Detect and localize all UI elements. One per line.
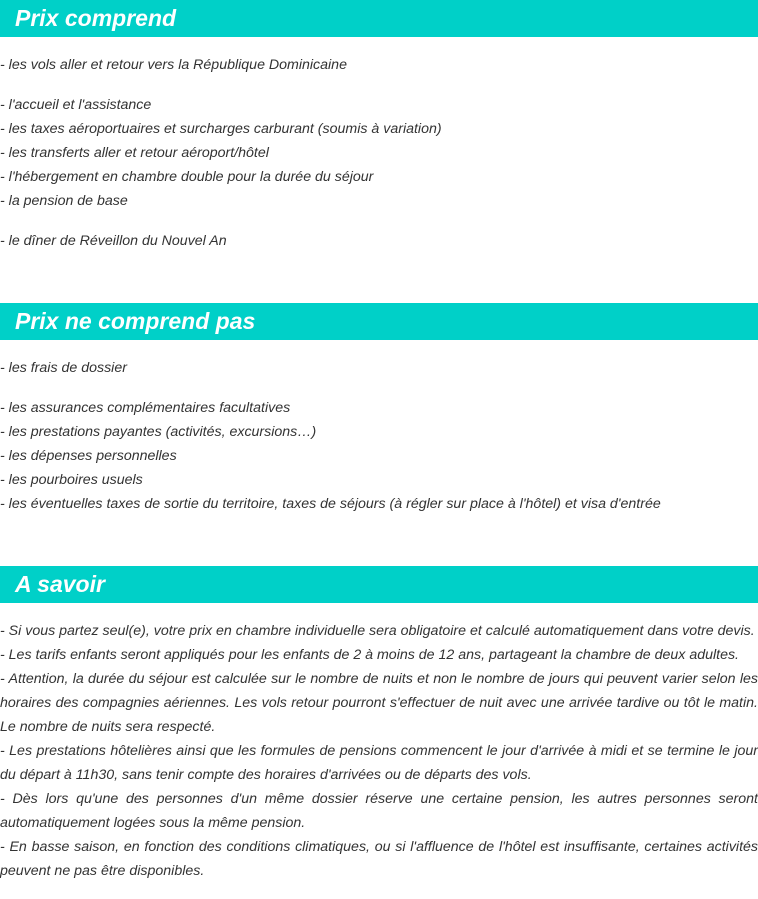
- info-paragraph: - Si vous partez seul(e), votre prix en chambre individuelle sera obligatoire et calculé automatiquement dans votre devis.: [0, 623, 755, 639]
- list-item: - l'hébergement en chambre double pour la durée du séjour: [0, 169, 374, 185]
- section-header-a-savoir: [0, 566, 758, 603]
- info-paragraph: - Dès lors qu'une des personnes d'un même dossier réserve une certaine pension, les autres personnes seront automatiquement logées sous la même pension.: [0, 791, 758, 831]
- info-paragraph: - Les tarifs enfants seront appliqués pour les enfants de 2 à moins de 12 ans, partageant la chambre de deux adultes.: [0, 647, 740, 663]
- list-item: - la pension de base: [0, 193, 128, 209]
- list-item: - les vols aller et retour vers la République Dominicaine: [0, 57, 347, 73]
- list-item: - les pourboires usuels: [0, 472, 143, 488]
- list-item: - les frais de dossier: [0, 360, 127, 376]
- list-item: - les éventuelles taxes de sortie du territoire, taxes de séjours (à régler sur place à l'hôtel) et visa d'entrée: [0, 496, 661, 512]
- section-header-prix-comprend: [0, 0, 758, 37]
- info-paragraph: - En basse saison, en fonction des conditions climatiques, ou si l'affluence de l'hôtel est insuffisante, certaines activités peuvent ne pas être disponibles.: [0, 839, 758, 879]
- info-paragraph: - Attention, la durée du séjour est calculée sur le nombre de nuits et non le nombre de jours qui peuvent varier selon les horaires des compagnies aériennes. Les vols retour pourront s'effectuer de nuit avec une arrivée tardive ou tôt le matin. Le nombre de nuits sera respecté.: [0, 671, 758, 735]
- section-title: A savoir: [15, 571, 105, 597]
- list-item: - les transferts aller et retour aéroport/hôtel: [0, 145, 269, 161]
- list-item: - les prestations payantes (activités, excursions…): [0, 424, 317, 440]
- list-item: - l'accueil et l'assistance: [0, 97, 152, 113]
- section-header-prix-ne-comprend-pas: [0, 303, 758, 340]
- list-item: - les assurances complémentaires facultatives: [0, 400, 291, 416]
- section-title: Prix ne comprend pas: [15, 308, 256, 334]
- section-title: Prix comprend: [15, 5, 177, 31]
- list-item: - les dépenses personnelles: [0, 448, 177, 464]
- list-item: - les taxes aéroportuaires et surcharges carburant (soumis à variation): [0, 121, 442, 137]
- info-paragraph: - Les prestations hôtelières ainsi que les formules de pensions commencent le jour d'arrivée à midi et se termine le jour du départ à 11h30, sans tenir compte des horaires d'arrivées ou de départs des vols.: [0, 743, 758, 783]
- list-item: - le dîner de Réveillon du Nouvel An: [0, 233, 227, 249]
